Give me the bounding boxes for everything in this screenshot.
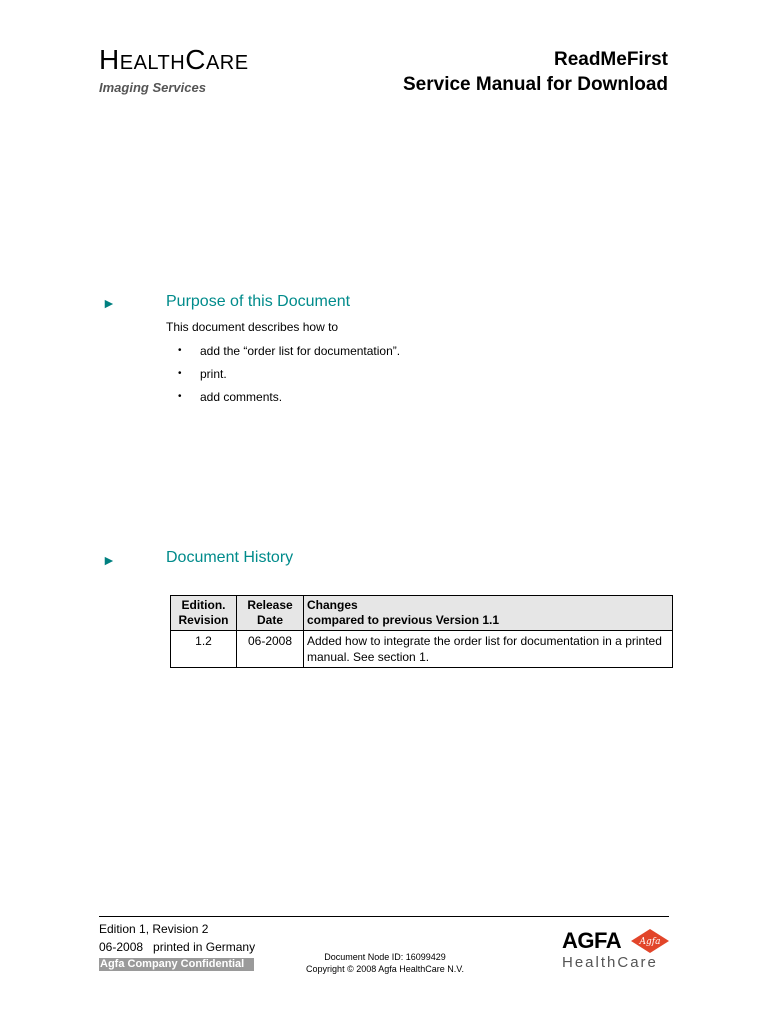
header-edition-revision: Edition. Revision bbox=[171, 596, 237, 631]
logo-agfa-text: AGFA bbox=[562, 928, 622, 953]
agfa-rhombus-icon bbox=[630, 928, 670, 954]
list-item: • add comments. bbox=[178, 390, 400, 413]
cell-revision: 1.2 bbox=[171, 631, 237, 668]
confidential-label: Agfa Company Confidential bbox=[99, 958, 254, 971]
table-row bbox=[171, 631, 673, 668]
history-table bbox=[170, 595, 673, 668]
copyright-notice: Copyright © 2008 Agfa HealthCare N.V. bbox=[306, 964, 464, 974]
logo-badge-text: Agfa bbox=[639, 937, 661, 947]
footer-date: 06-2008 printed in Germany bbox=[99, 940, 256, 954]
purpose-intro: This document describes how to bbox=[166, 320, 339, 334]
logo-healthcare-text: HealthCare bbox=[562, 954, 658, 971]
document-title-line1: ReadMeFirst bbox=[553, 49, 668, 70]
document-node-id: Document Node ID: 16099429 bbox=[324, 952, 446, 962]
table-header-row bbox=[171, 596, 673, 631]
section-arrow-icon: ► bbox=[102, 552, 116, 568]
footer-edition: Edition 1, Revision 2 bbox=[99, 922, 209, 936]
header-release-date: Release Date bbox=[237, 596, 304, 631]
cell-date: 06-2008 bbox=[237, 631, 304, 668]
document-title-line2: Service Manual for Download bbox=[403, 74, 668, 95]
list-item: • print. bbox=[178, 367, 400, 390]
section-arrow-icon: ► bbox=[102, 295, 116, 311]
list-item: • add the “order list for documentation”. bbox=[178, 344, 400, 367]
header-changes: Changes compared to previous Version 1.1 bbox=[304, 596, 673, 631]
purpose-heading: Purpose of this Document bbox=[166, 293, 351, 310]
footer-divider bbox=[99, 916, 669, 917]
agfa-healthcare-logo bbox=[562, 928, 661, 971]
brand-logo-text: HEALTHCARE bbox=[99, 44, 249, 75]
brand-subtitle: Imaging Services bbox=[99, 80, 206, 95]
document-title bbox=[403, 47, 668, 97]
cell-change: Added how to integrate the order list for documentation in a printed manual. See section 1. bbox=[304, 631, 673, 668]
purpose-list bbox=[178, 344, 400, 413]
history-heading: Document History bbox=[166, 549, 294, 566]
